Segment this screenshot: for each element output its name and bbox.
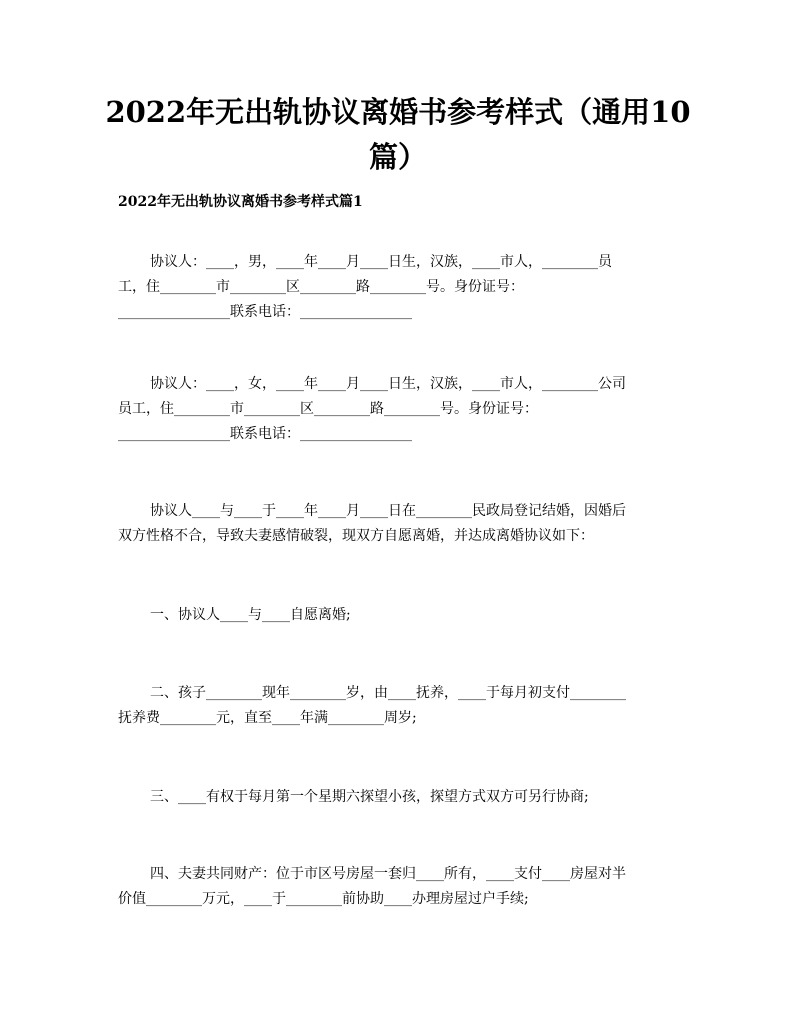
paragraph-line: 员工，住________市________区________路________号。身份证号： — [118, 401, 538, 417]
paragraph-clause-2 — [118, 681, 680, 731]
paragraph-female-party — [118, 372, 680, 447]
paragraph-line: 协议人：____，女，____年____月____日生，汉族，____市人，________公司 — [150, 376, 626, 392]
paragraph-line: 双方性格不合，导致夫妻感情破裂，现双方自愿离婚，并达成离婚协议如下： — [118, 528, 594, 544]
paragraph-clause-1 — [118, 603, 680, 628]
paragraph-line: 工，住________市________区________路________号。身份证号： — [118, 279, 524, 295]
paragraph-line: 抚养费________元，直至____年满________周岁; — [118, 710, 417, 726]
paragraph-line: ________________联系电话：________________ — [118, 426, 412, 442]
paragraph-clause-4 — [118, 862, 680, 912]
paragraph-line: ________________联系电话：________________ — [118, 304, 412, 320]
paragraph-line: 协议人____与____于____年____月____日在________民政局登记结婚，因婚后 — [150, 503, 626, 519]
paragraph-clause-3 — [118, 785, 680, 810]
section-title: 2022年无出轨协议离婚书参考样式篇1 — [118, 194, 363, 210]
paragraph-line: 四、夫妻共同财产：位于市区号房屋一套归____所有，____支付____房屋对半 — [150, 866, 626, 882]
paragraph-male-party — [118, 250, 680, 325]
document-title: 2022年无出轨协议离婚书参考样式（通用10篇） — [105, 95, 691, 174]
paragraph-line: 二、孩子________现年________岁，由____抚养，____于每月初支付________ — [150, 685, 626, 701]
paragraph-line: 协议人：____，男，____年____月____日生，汉族，____市人，________员 — [150, 254, 612, 270]
paragraph-line: 三、____有权于每月第一个星期六探望小孩，探望方式双方可另行协商; — [150, 789, 589, 805]
paragraph-line: 一、协议人____与____自愿离婚; — [150, 607, 351, 623]
paragraph-line: 价值________万元，____于________前协助____办理房屋过户手续; — [118, 891, 529, 907]
paragraph-marriage-info — [118, 499, 680, 549]
